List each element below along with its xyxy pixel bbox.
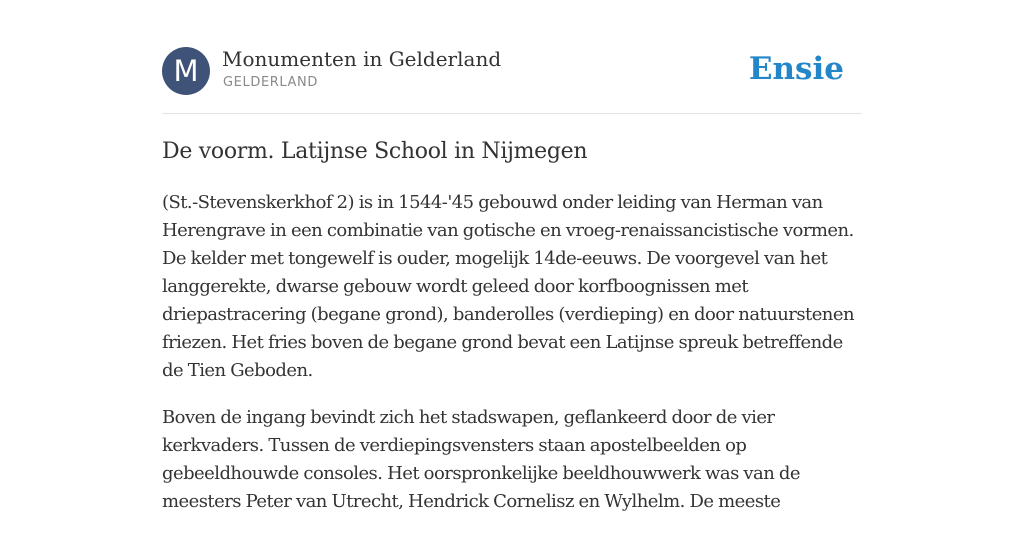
article-title: De voorm. Latijnse School in Nijmegen	[162, 139, 588, 164]
site-subtitle: GELDERLAND	[223, 75, 318, 90]
article	[162, 136, 862, 535]
site-title-link[interactable]: Monumenten in Gelderland	[222, 47, 502, 71]
article-paragraph: Boven de ingang bevindt zich het stadswapen, geflankeerd door de vier kerkvaders. Tussen de verdiepingsvensters staan apostelbeelden op gebeeldhouwde consoles. Het oorspronkelijke beeldhouwwerk was van de meesters Peter van Utrecht, Hendrick Cornelisz en Wylhelm. De meeste	[162, 407, 801, 512]
header-divider	[162, 113, 862, 114]
site-avatar[interactable]: M	[162, 47, 210, 95]
site-header	[162, 46, 862, 96]
article-paragraph: (St.-Stevenskerkhof 2) is in 1544-'45 gebouwd onder leiding van Herman van Herengrave in een combinatie van gotische en vroeg-renaissancistische vormen. De kelder met tongewelf is ouder, mogelijk 14de-eeuws. De voorgevel van het langgerekte, dwarse gebouw wordt geleed door korfboognissen met driepastracering (begane grond), banderolles (verdieping) en door natuurstenen friezen. Het fries boven de begane grond bevat een Latijnse spreuk betreffende de Tien Geboden.	[162, 192, 854, 381]
ensie-logo-link[interactable]: Ensie	[748, 51, 844, 87]
article-body	[162, 189, 862, 516]
